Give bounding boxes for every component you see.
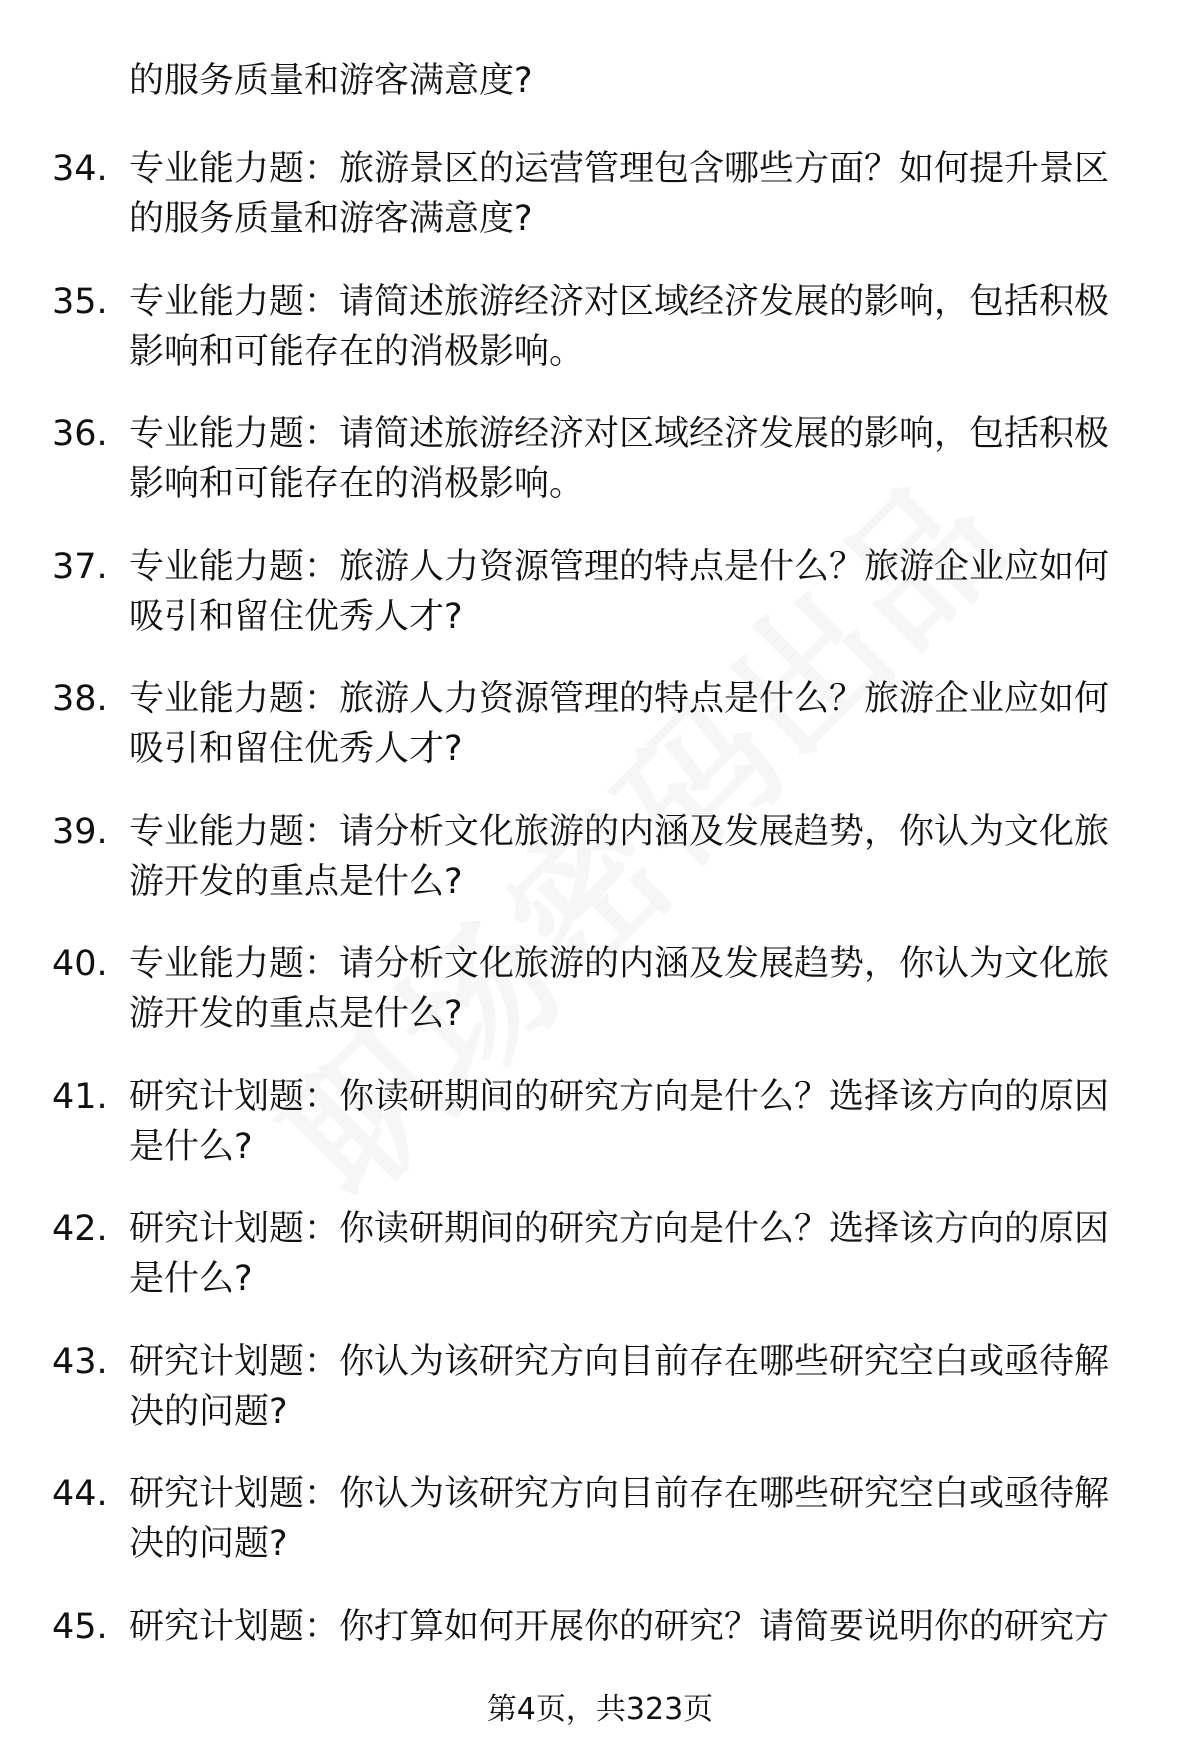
question-text-line2: 决的问题? <box>129 1524 288 1564</box>
question-number: 43. <box>52 1341 108 1382</box>
question-item <box>0 1337 1200 1470</box>
question-text-line2: 是什么? <box>129 1126 253 1167</box>
question-number: 39. <box>52 811 108 852</box>
question-item <box>0 1204 1200 1337</box>
question-number: 38. <box>52 679 108 719</box>
question-number: 37. <box>52 546 108 587</box>
question-text-line2: 是什么? <box>129 1259 253 1299</box>
question-number: 34. <box>52 149 108 189</box>
question-number: 42. <box>52 1209 108 1249</box>
question-item <box>0 144 1200 277</box>
question-number: 45. <box>52 1606 108 1647</box>
question-number: 40. <box>52 944 108 984</box>
question-text-line1: 专业能力题：旅游人力资源管理的特点是什么？旅游企业应如何 <box>129 679 1110 719</box>
page-footer: 第4页，共323页 <box>486 1692 714 1727</box>
question-number: 44. <box>52 1474 108 1514</box>
question-item <box>0 542 1200 675</box>
question-text-line2: 吸引和留住优秀人才? <box>129 596 463 637</box>
question-text-line2: 决的问题? <box>129 1391 288 1432</box>
question-number: 36. <box>52 414 108 454</box>
question-number: 35. <box>52 281 108 322</box>
question-item <box>0 409 1200 542</box>
question-text-line2: 影响和可能存在的消极影响。 <box>129 464 585 504</box>
question-text-line2: 吸引和留住优秀人才? <box>129 729 463 769</box>
question-text-line1: 研究计划题：你读研期间的研究方向是什么？选择该方向的原因 <box>129 1209 1110 1249</box>
question-text-line2: 游开发的重点是什么? <box>129 861 463 902</box>
question-list <box>0 144 1200 1734</box>
question-text-line1: 专业能力题：请分析文化旅游的内涵及发展趋势，你认为文化旅 <box>129 811 1110 852</box>
question-text-line1: 专业能力题：请简述旅游经济对区域经济发展的影响，包括积极 <box>129 281 1110 322</box>
question-text-line1: 研究计划题：你认为该研究方向目前存在哪些研究空白或亟待解 <box>129 1474 1110 1514</box>
question-text-line1: 专业能力题：请简述旅游经济对区域经济发展的影响，包括积极 <box>129 414 1110 454</box>
question-number: 41. <box>52 1076 108 1117</box>
question-item <box>0 1469 1200 1602</box>
question-text-line2: 游开发的重点是什么? <box>129 994 463 1034</box>
question-text-line1: 研究计划题：你读研期间的研究方向是什么？选择该方向的原因 <box>129 1076 1110 1117</box>
question-text-line2: 影响和可能存在的消极影响。 <box>129 331 585 372</box>
question-item <box>0 1072 1200 1205</box>
question-item <box>0 807 1200 940</box>
question-text-line1: 专业能力题：旅游人力资源管理的特点是什么？旅游企业应如何 <box>129 546 1110 587</box>
question-item <box>0 277 1200 410</box>
continuation-line: 的服务质量和游客满意度? <box>129 61 533 101</box>
question-text-line1: 研究计划题：你认为该研究方向目前存在哪些研究空白或亟待解 <box>129 1341 1110 1382</box>
question-item <box>0 939 1200 1072</box>
question-text-line2: 的服务质量和游客满意度? <box>129 199 533 239</box>
question-text-line1: 研究计划题：你打算如何开展你的研究？请简要说明你的研究方 <box>129 1606 1110 1647</box>
question-text-line1: 专业能力题：请分析文化旅游的内涵及发展趋势，你认为文化旅 <box>129 944 1110 984</box>
question-text-line1: 专业能力题：旅游景区的运营管理包含哪些方面？如何提升景区 <box>129 149 1110 189</box>
question-item <box>0 674 1200 807</box>
